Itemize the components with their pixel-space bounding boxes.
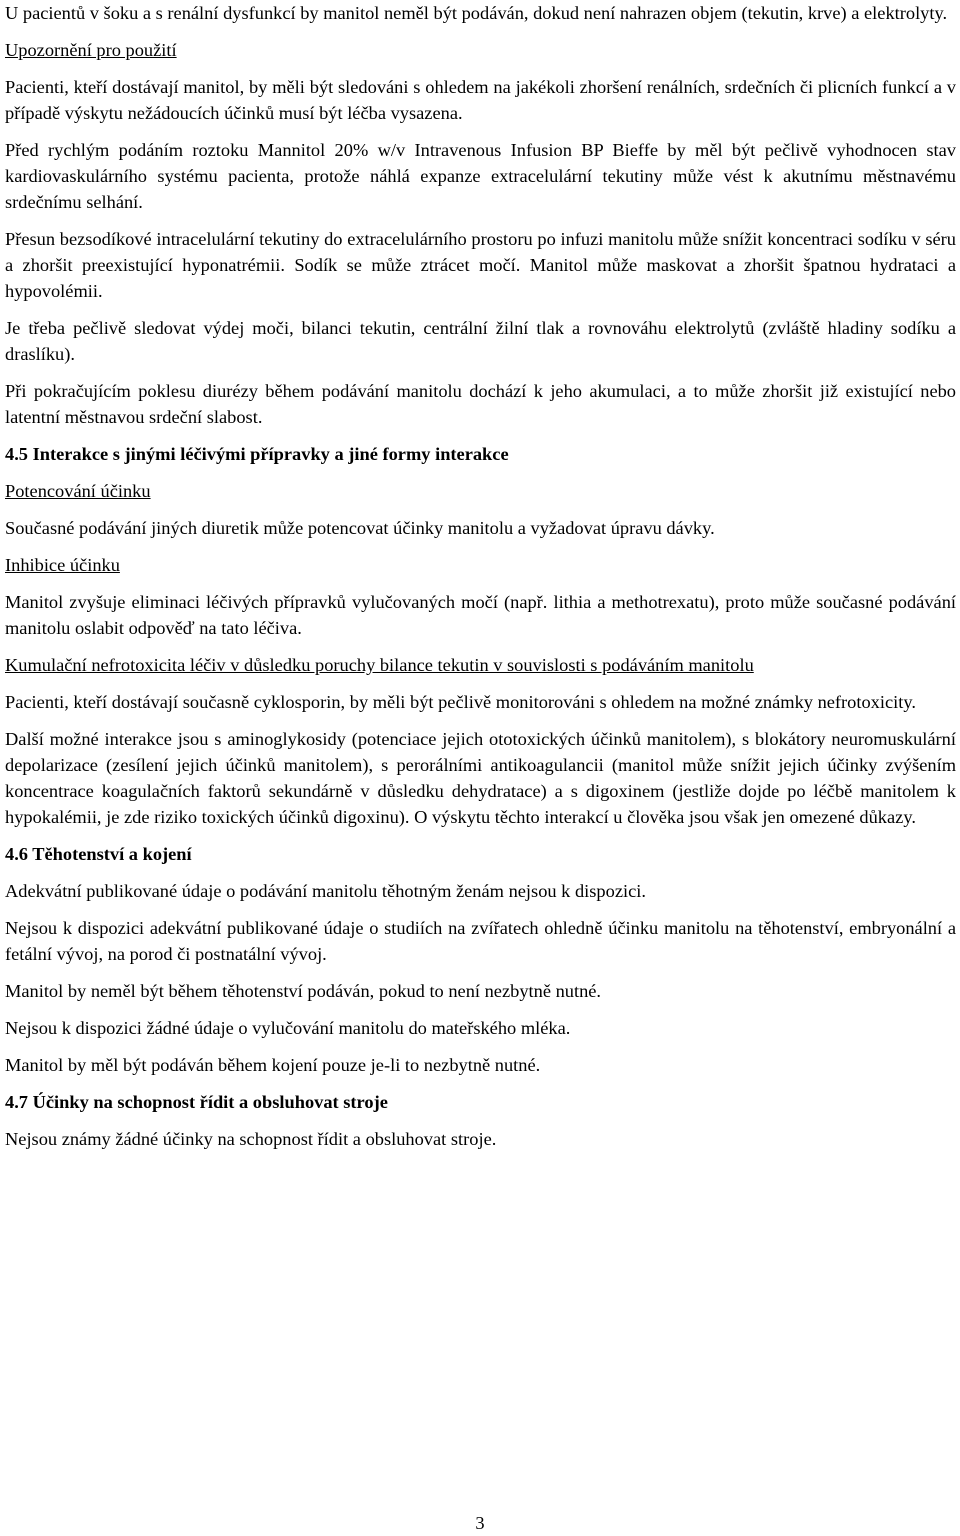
paragraph-cyclosporin: Pacienti, kteří dostávají současně cyklosporin, by měli být pečlivě monitorováni s ohledem na možné známky nefrotoxicity. (5, 692, 916, 712)
subheading-inhibition: Inhibice účinku (5, 555, 120, 575)
paragraph-pregnancy-data: Adekvátní publikované údaje o podávání manitolu těhotným ženám nejsou k dispozici. (5, 881, 646, 901)
paragraph-diuresis-decline: Při pokračujícím poklesu diurézy během podávání manitolu dochází k jeho akumulaci, a to může zhoršit již existující nebo latentní městnavou srdeční slabost. (5, 381, 956, 427)
section-heading-4-7: 4.7 Účinky na schopnost řídit a obsluhovat stroje (5, 1092, 388, 1112)
paragraph-elimination: Manitol zvyšuje eliminaci léčivých přípravků vylučovaných močí (např. lithia a methotrexatu), proto může současné podávání manitolu oslabit odpověď na tato léčiva. (5, 592, 956, 638)
section-heading-4-6: 4.6 Těhotenství a kojení (5, 844, 192, 864)
paragraph-animal-studies: Nejsou k dispozici adekvátní publikované údaje o studiích na zvířatech ohledně účinku manitolu na těhotenství, embryonální a fetální vývoj, na porod či postnatální vývoj. (5, 918, 956, 964)
subheading-nephrotoxicity: Kumulační nefrotoxicita léčiv v důsledku poruchy bilance tekutin v souvislosti s podáváním manitolu (5, 655, 754, 675)
paragraph-breast-milk: Nejsou k dispozici žádné údaje o vylučování manitolu do mateřského mléka. (5, 1018, 571, 1038)
paragraph-shock-renal: U pacientů v šoku a s renální dysfunkcí by manitol neměl být podáván, dokud není nahrazen objem (tekutin, krve) a elektrolyty. (5, 3, 948, 23)
paragraph-rapid-administration: Před rychlým podáním roztoku Mannitol 20% w/v Intravenous Infusion BP Bieffe by měl být pečlivě vyhodnocen stav kardiovaskulárního systému pacienta, protože náhlá expanze extracelulární tekutiny může vést k akutnímu městnavému srdečnímu selhání. (5, 140, 956, 212)
paragraph-diuretics: Současné podávání jiných diuretik může potencovat účinky manitolu a vyžadovat úpravu dávky. (5, 518, 715, 538)
paragraph-pregnancy-use: Manitol by neměl být během těhotenství podáván, pokud to není nezbytně nutné. (5, 981, 602, 1001)
paragraph-other-interactions: Další možné interakce jsou s aminoglykosidy (potenciace jejich ototoxických účinků manitolem), s blokátory neuromuskulární depolarizace (zesílení jejich účinků manitolem), s perorálními antikoagulancii (manitol může snížit jejich účinky zvýšením koncentrace koagulačních faktorů sekundárně v důsledku dehydratace) a s digoxinem (jestliže dojde po léčbě manitolem k hypokalémii, je zde riziko toxických účinků digoxinu). O výskytu těchto interakcí u člověka jsou však jen omezené důkazy. (5, 729, 956, 827)
paragraph-breastfeeding-use: Manitol by měl být podáván během kojení pouze je-li to nezbytně nutné. (5, 1055, 541, 1075)
subheading-precautions: Upozornění pro použití (5, 40, 177, 60)
paragraph-monitoring: Pacienti, kteří dostávají manitol, by měli být sledováni s ohledem na jakékoli zhoršení renálních, srdečních či plicních funkcí a v případě výskytu nežádoucích účinků musí být léčba vysazena. (5, 77, 956, 123)
paragraph-sodium-shift: Přesun bezsodíkové intracelulární tekutiny do extracelulárního prostoru po infuzi manitolu může snížit koncentraci sodíku v séru a zhoršit preexistující hyponatrémii. Sodík se může ztrácet močí. Manitol může maskovat a zhoršit špatnou hydrataci a hypovolémii. (5, 229, 956, 301)
paragraph-urine-output: Je třeba pečlivě sledovat výdej moči, bilanci tekutin, centrální žilní tlak a rovnováhu elektrolytů (zvláště hladiny sodíku a draslíku). (5, 318, 956, 364)
document-page (5, 0, 956, 1163)
page-number: 3 (475, 1513, 485, 1533)
section-heading-4-5: 4.5 Interakce s jinými léčivými přípravky a jiné formy interakce (5, 444, 509, 464)
subheading-potentiation: Potencování účinku (5, 481, 151, 501)
paragraph-driving: Nejsou známy žádné účinky na schopnost řídit a obsluhovat stroje. (5, 1129, 497, 1149)
